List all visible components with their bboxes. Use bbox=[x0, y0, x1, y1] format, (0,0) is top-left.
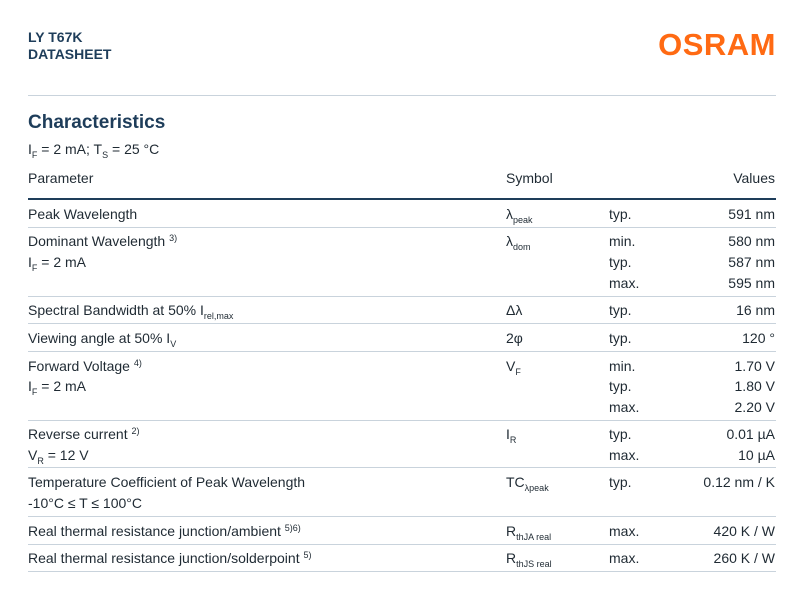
footnote-ref: 3) bbox=[169, 233, 178, 243]
param-condition: -10°C ≤ T ≤ 100°C bbox=[28, 495, 142, 511]
value: 1.80 V bbox=[734, 378, 775, 394]
footnote-ref: 5)6) bbox=[284, 523, 301, 533]
symbol-sub: dom bbox=[513, 242, 531, 252]
symbol-main: λ bbox=[506, 206, 513, 222]
qualifier: max. bbox=[609, 523, 640, 539]
param-text: Real thermal resistance junction/solderpoint bbox=[28, 550, 300, 566]
test-conditions bbox=[28, 141, 159, 160]
cond-if-sub: F bbox=[31, 150, 38, 160]
qualifier: typ. bbox=[609, 302, 632, 318]
value: 2.20 V bbox=[734, 399, 775, 415]
param-sub: V bbox=[170, 339, 177, 349]
param-text: Forward Voltage bbox=[28, 358, 130, 374]
qualifier: typ. bbox=[609, 474, 632, 490]
row-divider bbox=[28, 227, 776, 228]
cond-sub: F bbox=[31, 263, 38, 273]
value: 16 nm bbox=[736, 302, 775, 318]
param-thermal-solderpoint bbox=[28, 550, 312, 569]
header-parameter: Parameter bbox=[28, 170, 94, 186]
qualifier: max. bbox=[609, 550, 640, 566]
row-divider bbox=[28, 571, 776, 572]
qualifier: max. bbox=[609, 447, 640, 463]
footnote-ref: 4) bbox=[133, 358, 142, 368]
param-thermal-ambient bbox=[28, 523, 301, 542]
qualifier: max. bbox=[609, 275, 640, 291]
row-divider bbox=[28, 544, 776, 545]
symbol-sub: peak bbox=[513, 215, 533, 225]
qualifier: typ. bbox=[609, 254, 632, 270]
symbol-sub: R bbox=[509, 435, 517, 445]
symbol-main: λ bbox=[506, 233, 513, 249]
row-divider bbox=[28, 516, 776, 517]
param-text: Real thermal resistance junction/ambient bbox=[28, 523, 281, 539]
footnote-ref: 2) bbox=[131, 426, 140, 436]
value: 120 ° bbox=[742, 330, 775, 346]
qualifier: max. bbox=[609, 399, 640, 415]
cond-var: I bbox=[28, 254, 32, 270]
symbol-sub: λpeak bbox=[524, 483, 549, 493]
qualifier: min. bbox=[609, 358, 636, 374]
param-forward-voltage bbox=[28, 358, 142, 377]
cond-var: I bbox=[28, 378, 32, 394]
param-condition bbox=[28, 254, 86, 273]
qualifier: typ. bbox=[609, 206, 632, 222]
param-reverse-current bbox=[28, 426, 140, 445]
symbol-main: V bbox=[506, 358, 516, 374]
symbol-main: I bbox=[506, 426, 510, 442]
symbol-main: R bbox=[506, 523, 517, 539]
param-temp-coefficient: Temperature Coefficient of Peak Wavelength bbox=[28, 474, 306, 490]
section-title: Characteristics bbox=[28, 112, 166, 133]
value: 580 nm bbox=[728, 233, 775, 249]
symbol-sub: thJS real bbox=[516, 559, 552, 569]
cond-ts-sub: S bbox=[102, 150, 109, 160]
cond-ts-val: = 25 °C bbox=[108, 141, 160, 157]
param-text: Viewing angle at 50% I bbox=[28, 330, 171, 346]
header-divider bbox=[28, 95, 776, 96]
symbol-dominant-wavelength bbox=[506, 233, 531, 252]
symbol-reverse-current bbox=[506, 426, 516, 445]
symbol-sub: thJA real bbox=[516, 532, 552, 542]
value: 260 K / W bbox=[713, 550, 775, 566]
symbol-forward-voltage bbox=[506, 358, 521, 377]
brand-logo: OSRAM bbox=[658, 27, 776, 62]
value: 595 nm bbox=[728, 275, 775, 291]
value: 1.70 V bbox=[734, 358, 775, 374]
symbol-temp-coefficient bbox=[506, 474, 549, 493]
symbol-main: R bbox=[506, 550, 517, 566]
param-sub: rel,max bbox=[203, 311, 234, 321]
cond-sub: F bbox=[31, 387, 38, 397]
param-peak-wavelength: Peak Wavelength bbox=[28, 206, 138, 222]
symbol-peak-wavelength bbox=[506, 206, 533, 225]
row-divider bbox=[28, 296, 776, 297]
row-divider bbox=[28, 420, 776, 421]
value: 591 nm bbox=[728, 206, 775, 222]
row-divider bbox=[28, 323, 776, 324]
qualifier: typ. bbox=[609, 378, 632, 394]
param-text: Reverse current bbox=[28, 426, 128, 442]
param-spectral-bandwidth bbox=[28, 302, 233, 321]
symbol-main: TC bbox=[506, 474, 525, 490]
cond-if-val: = 2 mA; T bbox=[37, 141, 103, 157]
cond-val: = 12 V bbox=[43, 447, 89, 463]
symbol-sub: F bbox=[515, 367, 521, 377]
value: 587 nm bbox=[728, 254, 775, 270]
cond-if-var: I bbox=[28, 141, 32, 157]
cond-val: = 2 mA bbox=[37, 254, 87, 270]
product-name: LY T67K bbox=[28, 29, 83, 45]
param-dominant-wavelength bbox=[28, 233, 177, 252]
value: 420 K / W bbox=[713, 523, 775, 539]
footnote-ref: 5) bbox=[303, 550, 312, 560]
header-values: Values bbox=[733, 170, 775, 186]
header-symbol: Symbol bbox=[506, 170, 553, 186]
qualifier: typ. bbox=[609, 330, 632, 346]
value: 10 µA bbox=[738, 447, 775, 463]
document-type: DATASHEET bbox=[28, 46, 112, 62]
symbol-spectral-bandwidth: Δλ bbox=[506, 302, 523, 318]
symbol-viewing-angle: 2φ bbox=[506, 330, 523, 346]
cond-var: V bbox=[28, 447, 38, 463]
param-condition bbox=[28, 447, 89, 466]
row-divider bbox=[28, 351, 776, 352]
value: 0.12 nm / K bbox=[703, 474, 775, 490]
cond-sub: R bbox=[37, 456, 44, 466]
qualifier: typ. bbox=[609, 426, 632, 442]
table-header-rule bbox=[28, 198, 776, 200]
param-viewing-angle bbox=[28, 330, 176, 349]
param-text: Spectral Bandwidth at 50% I bbox=[28, 302, 204, 318]
cond-val: = 2 mA bbox=[37, 378, 87, 394]
value: 0.01 µA bbox=[726, 426, 775, 442]
qualifier: min. bbox=[609, 233, 636, 249]
symbol-thermal-solderpoint bbox=[506, 550, 552, 569]
param-condition bbox=[28, 378, 86, 397]
param-text: Dominant Wavelength bbox=[28, 233, 166, 249]
symbol-thermal-ambient bbox=[506, 523, 551, 542]
row-divider bbox=[28, 467, 776, 468]
